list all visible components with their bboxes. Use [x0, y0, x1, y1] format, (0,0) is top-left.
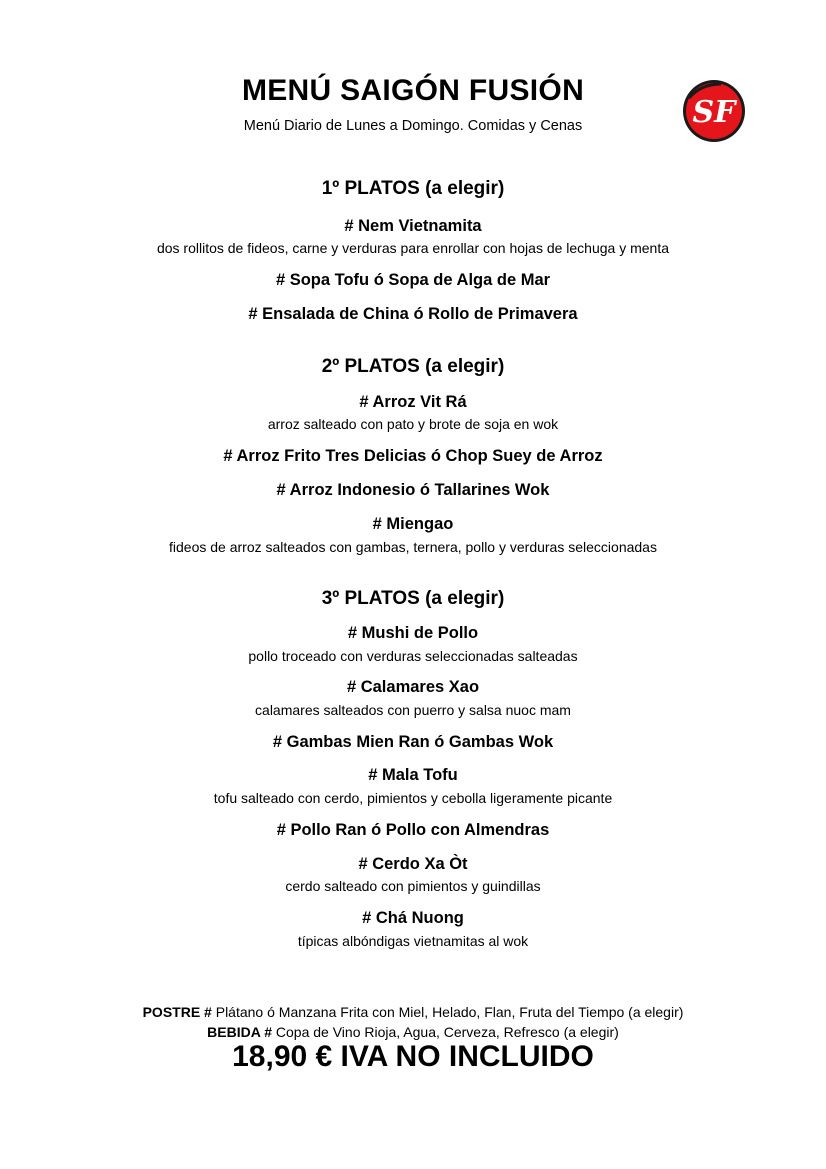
dish-name: # Pollo Ran ó Pollo con Almendras	[276, 821, 550, 839]
dish-name: # Calamares Xao	[346, 678, 480, 696]
dish-description: típicas albóndigas vietnamitas al wok	[297, 933, 529, 949]
dish-name: # Arroz Indonesio ó Tallarines Wok	[276, 481, 550, 499]
dish-description: arroz salteado con pato y brote de soja en wok	[267, 416, 559, 432]
menu-price: 18,90 € IVA NO INCLUIDO	[232, 1040, 594, 1073]
dish-name: # Miengao	[372, 515, 454, 533]
dish-name: # Chá Nuong	[362, 909, 464, 927]
dish-name: # Arroz Frito Tres Delicias ó Chop Suey de Arroz	[223, 447, 603, 465]
dish-name: # Ensalada de China ó Rollo de Primavera	[248, 305, 578, 323]
dish-description: cerdo salteado con pimientos y guindillas	[285, 878, 541, 894]
dish-description: dos rollitos de fideos, carne y verduras para enrollar con hojas de lechuga y menta	[156, 240, 670, 256]
restaurant-logo	[681, 78, 747, 144]
dish-name: # Mala Tofu	[368, 766, 458, 784]
page-title: MENÚ SAIGÓN FUSIÓN	[241, 74, 585, 107]
postre-line	[0, 1004, 826, 1020]
bebida-line	[0, 1024, 826, 1040]
dish-name: # Arroz Vit Rá	[359, 393, 467, 411]
dish-description: fideos de arroz salteados con gambas, ternera, pollo y verduras seleccionadas	[169, 539, 657, 555]
dish-name: # Sopa Tofu ó Sopa de Alga de Mar	[275, 271, 551, 289]
dish-description: pollo troceado con verduras seleccionadas salteadas	[248, 648, 578, 664]
dish-description: tofu salteado con cerdo, pimientos y cebolla ligeramente picante	[213, 790, 613, 806]
dish-description: calamares salteados con puerro y salsa nuoc mam	[255, 702, 571, 718]
bebida-label: BEBIDA #	[207, 1024, 272, 1040]
postre-label: POSTRE #	[142, 1004, 212, 1020]
dish-name: # Nem Vietnamita	[344, 217, 482, 235]
bebida-text: Copa de Vino Rioja, Agua, Cerveza, Refresco (a elegir)	[272, 1024, 619, 1040]
course-3-heading: 3º PLATOS (a elegir)	[321, 588, 505, 609]
postre-text: Plátano ó Manzana Frita con Miel, Helado, Flan, Fruta del Tiempo (a elegir)	[211, 1004, 684, 1020]
logo-monogram: SF	[692, 95, 736, 130]
course-1-heading: 1º PLATOS (a elegir)	[321, 178, 505, 199]
page-subtitle: Menú Diario de Lunes a Domingo. Comidas y Cenas	[243, 118, 583, 134]
dish-name: # Mushi de Pollo	[347, 624, 479, 642]
course-2-heading: 2º PLATOS (a elegir)	[321, 356, 505, 377]
dish-name: # Cerdo Xa Òt	[358, 855, 468, 873]
dish-name: # Gambas Mien Ran ó Gambas Wok	[272, 733, 554, 751]
